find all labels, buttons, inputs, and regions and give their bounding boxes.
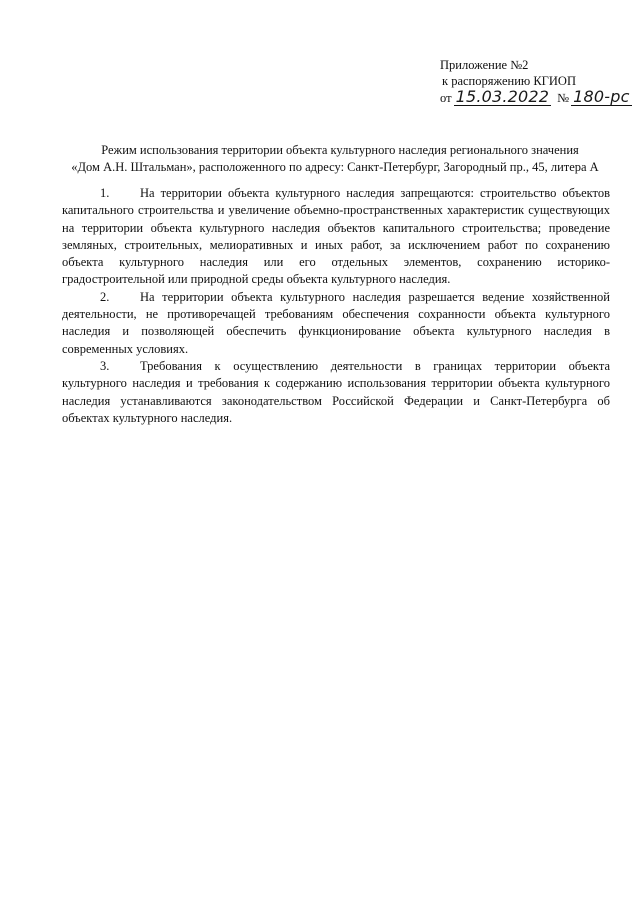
document-body xyxy=(62,185,610,427)
paragraph-3 xyxy=(62,358,610,427)
document-heading xyxy=(40,142,630,176)
paragraph-text: Требования к осуществлению деятельности в границах территории объекта культурного наследия и требования к содержанию использования территории объекта культурного наследия устанавливаются законодательством Российской Федерации и Санкт-Петербурга об объектах культурного наследия. xyxy=(62,358,610,425)
appendix-title: Приложение №2 xyxy=(440,58,529,72)
handwritten-number: 180-рс xyxy=(573,87,630,106)
paragraph-text: На территории объекта культурного наследия запрещаются: строительство объектов капитального строительства и увеличение объемно-пространственных характеристик существующих на территории объекта культурного наследия объектов капитального строительства; проведение земляных, строительных, мелиоративных и иных работ, за исключением работ по сохранению объекта культурного наследия или его отдельных элементов, сохранению историко-градостроительной или природной среды объекта культурного наследия. xyxy=(62,186,610,287)
from-label: от xyxy=(440,91,452,105)
paragraph-number: 1. xyxy=(100,186,110,200)
paragraph-number: 2. xyxy=(100,289,110,304)
paragraph-number: 3. xyxy=(100,358,110,373)
appendix-date-number-row xyxy=(440,89,630,107)
paragraph-1 xyxy=(62,185,610,289)
heading-line-2: «Дом А.Н. Штальман», расположенного по адресу: Санкт-Петербург, Загородный пр., 45, литера А xyxy=(71,160,599,174)
paragraph-text: На территории объекта культурного наследия разрешается ведение хозяйственной деятельности, не противоречащей требованиям обеспечения сохранности объекта культурного наследия и позволяющей обеспечить функционирование объекта культурного наследия в современных условиях. xyxy=(62,289,610,356)
heading-line-1: Режим использования территории объекта культурного наследия регионального значения xyxy=(101,143,579,157)
paragraph-2 xyxy=(62,289,610,358)
appendix-reference-block xyxy=(440,57,630,107)
appendix-order-reference: к распоряжению КГИОП xyxy=(442,74,576,88)
handwritten-date: 15.03.2022 xyxy=(455,87,550,106)
number-label: № xyxy=(557,91,570,105)
